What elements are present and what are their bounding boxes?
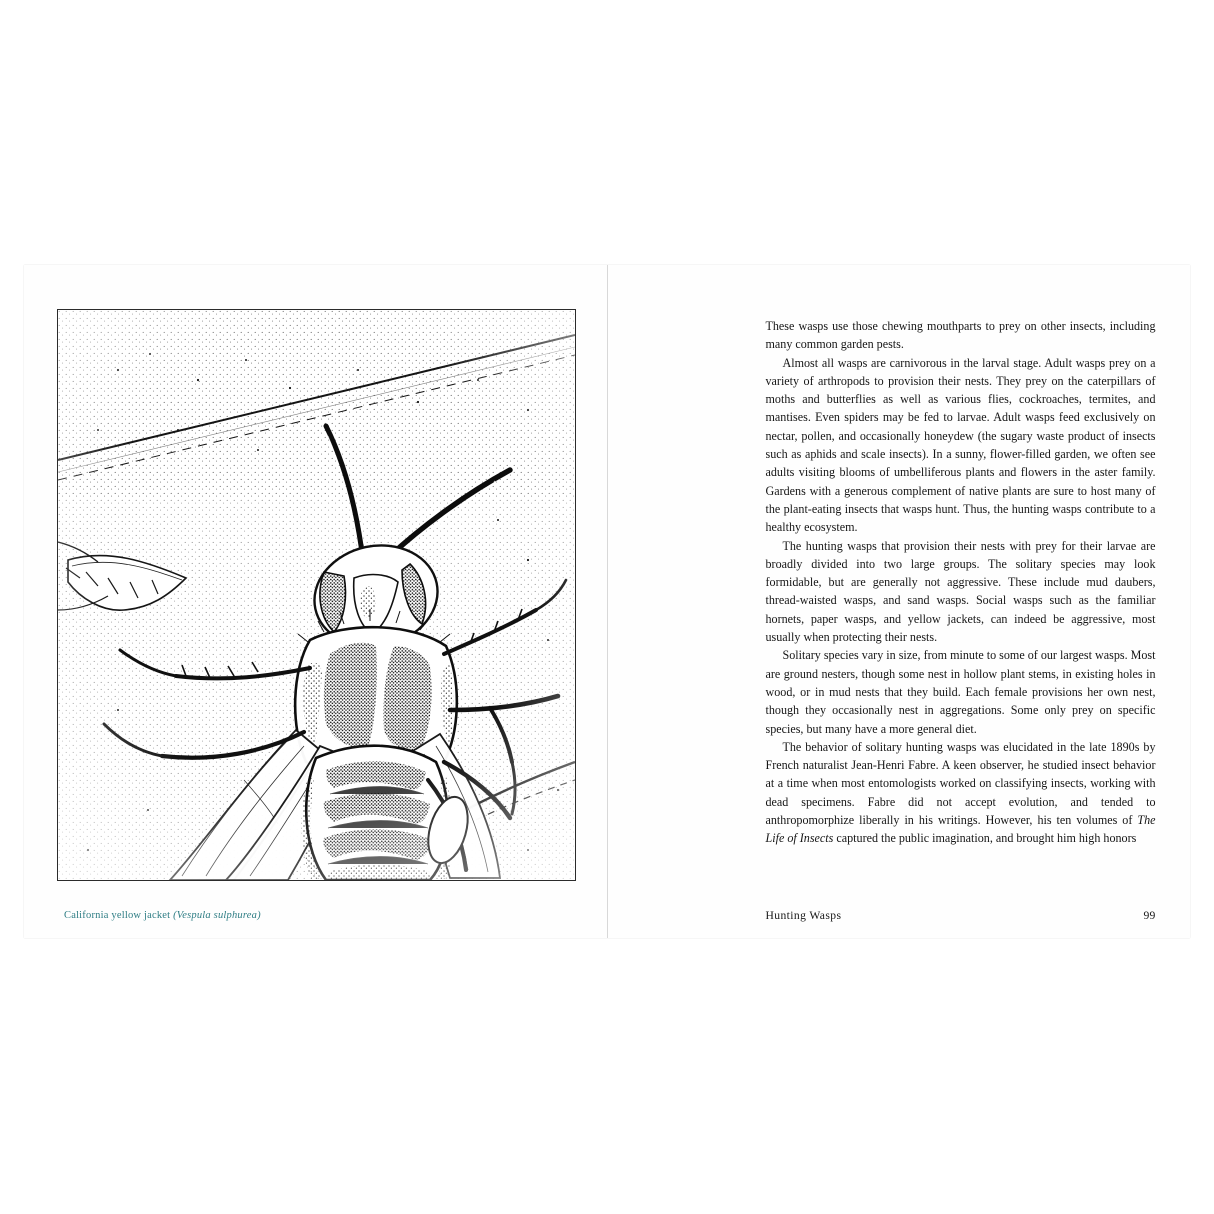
pen-and-ink-illustration-yellow-jacket [58,310,575,880]
page-footer [766,909,1156,922]
paragraph-5-part-2: captured the public imagination, and brought him high honors [833,831,1137,846]
book-title-italic: The Life of Insects [765,813,1156,846]
caption-common-name: California yellow jacket [64,910,171,921]
caption-scientific-name: (Vespula sulphurea) [173,910,261,921]
left-page [24,265,608,938]
illustration-frame [57,309,576,881]
paragraph-4: Solitary species vary in size, from minute to some of our largest wasps. Most are ground nesters, though some nest in hollow plant stems, in existing holes in wood, or in mud nests that they build. Each female provisions her own nest, though they occasionally nest in aggregations. Some only prey on specific species, but many have a more general diet. [765,648,1156,736]
book-spread [24,265,1190,938]
paragraph-2: Almost all wasps are carnivorous in the larval stage. Adult wasps prey on a variety of arthropods to provision their nests. They prey on the caterpillars of moths and butterflies as well as various flies, cockroaches, termites, and mantises. Even spiders may be fed to larvae. Adult wasps feed exclusively on nectar, pollen, and occasionally honeydew (the sugary waste product of insects such as aphids and scale insects). In a sunny, flower-filled garden, we often see adults visiting blooms of umbelliferous plants and flowers in the aster family. Gardens with a generous complement of native plants are sure to host many of the plant-eating insects that wasps hunt. Thus, the hunting wasps contribute to a healthy ecosystem. [765,355,1156,535]
paragraph-3: The hunting wasps that provision their nests with prey for their larvae are broadly divided into two large groups. The solitary species may look formidable, but are generally not aggressive. These include mud daubers, thread-waisted wasps, and sand wasps. Social wasps such as the familiar hornets, paper wasps, and yellow jackets, can indeed be aggressive, most usually when protecting their nests. [765,538,1156,645]
paragraph-1: These wasps use those chewing mouthparts to prey on other insects, including many common garden pests. [765,319,1156,352]
right-page [608,265,1191,938]
running-head: Hunting Wasps [765,909,842,922]
illustration-caption [64,910,261,921]
paragraph-5 [766,738,1156,848]
body-text-column [766,317,1156,848]
page-number: 99 [1143,909,1156,922]
paragraph-5-part-1: The behavior of solitary hunting wasps was elucidated in the late 1890s by French naturalist Jean-Henri Fabre. A keen observer, he studied insect behavior at a time when most entomologists worked on classifying insects, working with dead specimens. Fabre did not accept evolution, and tended to anthropomorphize liberally in his writings. However, his ten volumes of [765,739,1156,828]
